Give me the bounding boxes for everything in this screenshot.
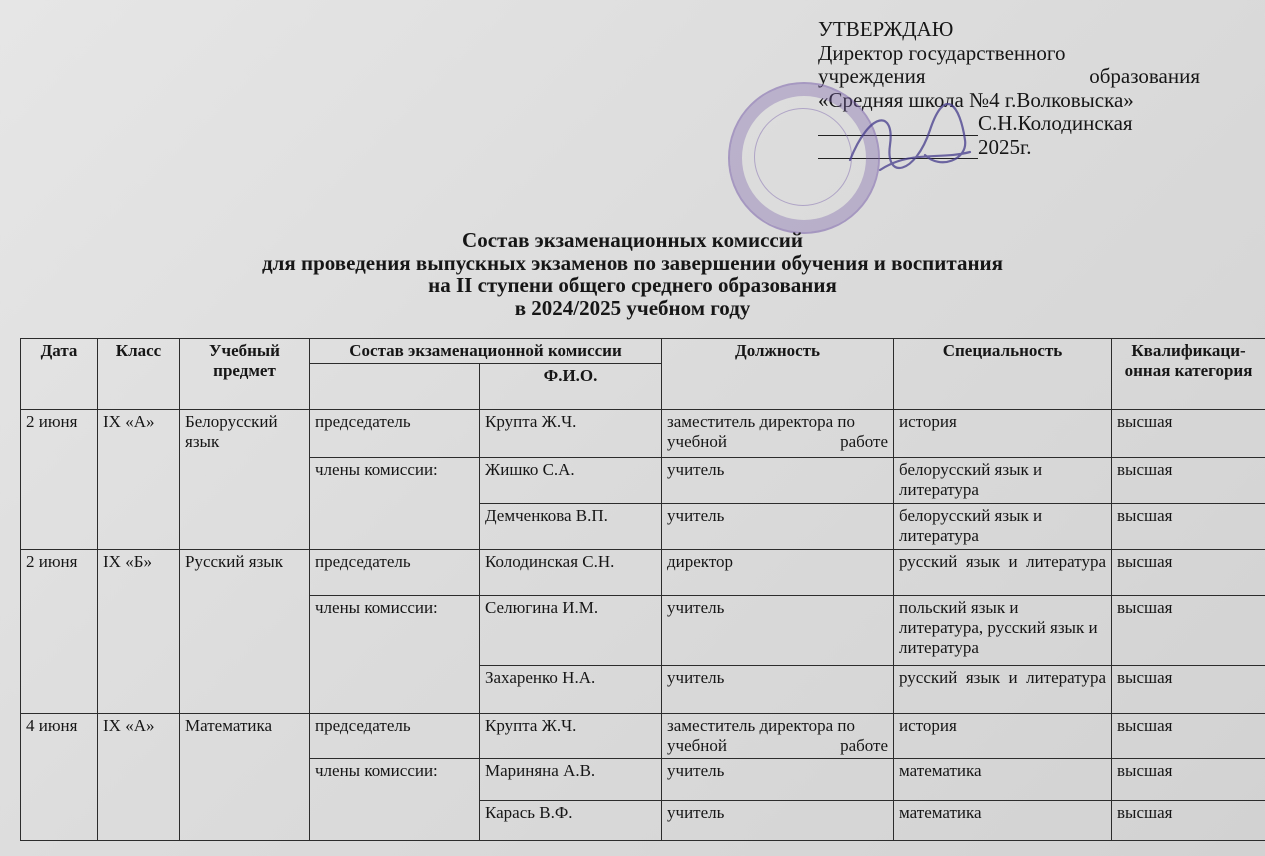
- cell-members-role: члены комиссии:: [310, 759, 480, 841]
- cell-category: высшая: [1112, 458, 1265, 504]
- commission-table: [20, 338, 1265, 841]
- cell-fio: Селюгина И.М.: [480, 596, 662, 666]
- approval-word-education: образования: [1089, 64, 1200, 88]
- handwritten-signature: [840, 100, 980, 180]
- approval-year: 2025г.: [978, 134, 1032, 159]
- cell-position: учитель: [662, 801, 894, 841]
- title-line-3: на II ступени общего среднего образования: [428, 273, 837, 297]
- cell-fio: Жишко С.А.: [480, 458, 662, 504]
- cell-category: высшая: [1112, 801, 1265, 841]
- approval-word-institution: учреждения: [818, 64, 926, 88]
- approval-school-name: «Средняя школа №4 г.Волковыска»: [818, 87, 1134, 112]
- group-2: [21, 550, 1265, 714]
- cell-chair-role: председатель: [310, 410, 480, 458]
- cell-category: высшая: [1112, 410, 1265, 458]
- cell-category: высшая: [1112, 504, 1265, 550]
- cell-specialty: математика: [894, 759, 1112, 801]
- approval-signer-name: С.Н.Колодинская: [978, 111, 1133, 135]
- cell-position: учитель: [662, 504, 894, 550]
- cell-date: 2 июня: [21, 550, 98, 714]
- cell-specialty: история: [894, 714, 1112, 759]
- cell-subject: Русский язык: [180, 550, 310, 714]
- header-category: Квалификаци-онная категория: [1112, 339, 1265, 410]
- cell-date: 4 июня: [21, 714, 98, 841]
- header-role-empty: [310, 364, 480, 410]
- cell-specialty: белорусский язык и литература: [894, 504, 1112, 550]
- table-row: [21, 550, 1265, 596]
- title-line-2: для проведения выпускных экзаменов по завершении обучения и воспитания: [262, 250, 1003, 275]
- header-class: Класс: [98, 339, 180, 410]
- cell-specialty: белорусский язык и литература: [894, 458, 1112, 504]
- cell-category: высшая: [1112, 596, 1265, 666]
- cell-specialty: польский язык и литература, русский язык и литература: [894, 596, 1112, 666]
- header-date: Дата: [21, 339, 98, 410]
- cell-fio: Крупта Ж.Ч.: [480, 714, 662, 759]
- cell-position: заместитель директора по учебной работе: [662, 410, 894, 458]
- cell-date: 2 июня: [21, 410, 98, 550]
- cell-fio: Захаренко Н.А.: [480, 666, 662, 714]
- header-position: Должность: [662, 339, 894, 410]
- cell-specialty: математика: [894, 801, 1112, 841]
- cell-specialty: русский язык и литература: [894, 666, 1112, 714]
- cell-members-role: члены комиссии:: [310, 458, 480, 550]
- header-subject: Учебный предмет: [180, 339, 310, 410]
- table-row: [21, 410, 1265, 458]
- cell-fio: Крупта Ж.Ч.: [480, 410, 662, 458]
- cell-category: высшая: [1112, 666, 1265, 714]
- cell-subject: Математика: [180, 714, 310, 841]
- cell-class: IX «А»: [98, 410, 180, 550]
- title-line-1: Состав экзаменационных комиссий: [462, 228, 803, 252]
- cell-chair-role: председатель: [310, 550, 480, 596]
- approval-institution-line: [818, 65, 1200, 89]
- cell-position: учитель: [662, 458, 894, 504]
- document-title: [0, 229, 1265, 319]
- cell-subject: Белорусский язык: [180, 410, 310, 550]
- cell-specialty: русский язык и литература: [894, 550, 1112, 596]
- cell-fio: Демченкова В.П.: [480, 504, 662, 550]
- stamp-inner-ring: [754, 108, 852, 206]
- title-line-4: в 2024/2025 учебном году: [514, 295, 751, 320]
- approval-heading: УТВЕРЖДАЮ: [818, 17, 954, 41]
- cell-fio: Карась В.Ф.: [480, 801, 662, 841]
- header-commission: Состав экзаменационной комиссии: [310, 339, 662, 364]
- cell-category: высшая: [1112, 714, 1265, 759]
- group-3: [21, 714, 1265, 841]
- cell-fio: Колодинская С.Н.: [480, 550, 662, 596]
- cell-position: заместитель директора по учебной работе: [662, 714, 894, 759]
- cell-class: IX «А»: [98, 714, 180, 841]
- cell-category: высшая: [1112, 759, 1265, 801]
- cell-position: учитель: [662, 666, 894, 714]
- cell-category: высшая: [1112, 550, 1265, 596]
- cell-members-role: члены комиссии:: [310, 596, 480, 714]
- cell-position: учитель: [662, 596, 894, 666]
- cell-position: директор: [662, 550, 894, 596]
- table-row: [21, 714, 1265, 759]
- group-1: [21, 410, 1265, 550]
- cell-fio: Мариняна А.В.: [480, 759, 662, 801]
- approval-director-line: Директор государственного: [818, 40, 1066, 65]
- cell-specialty: история: [894, 410, 1112, 458]
- cell-position: учитель: [662, 759, 894, 801]
- cell-class: IX «Б»: [98, 550, 180, 714]
- header-specialty: Специальность: [894, 339, 1112, 410]
- cell-chair-role: председатель: [310, 714, 480, 759]
- header-fio: Ф.И.О.: [480, 364, 662, 410]
